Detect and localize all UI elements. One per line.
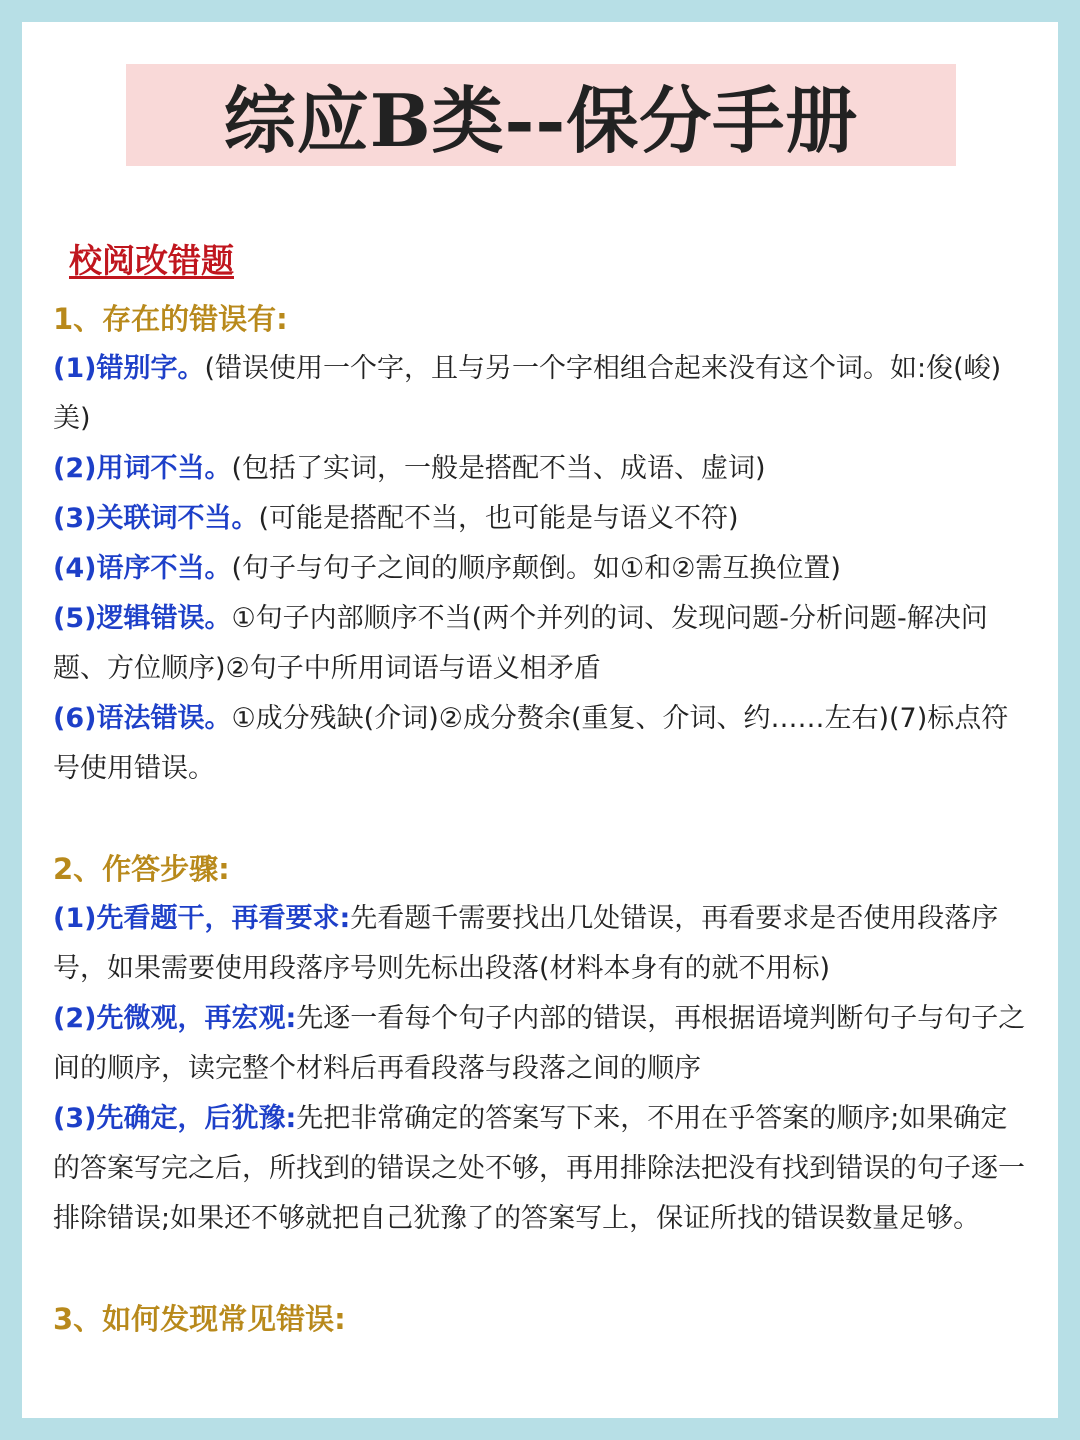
title-banner — [126, 64, 956, 166]
item-lead: (2)用词不当。 — [53, 453, 232, 484]
item-lead: (6)语法错误。 — [53, 703, 232, 734]
part2-item-2 — [53, 994, 1033, 1094]
content — [53, 236, 1033, 1344]
spacer — [53, 1244, 1033, 1294]
part1-item-1 — [53, 344, 1033, 444]
part1-item-5 — [53, 594, 1033, 694]
part1-item-3 — [53, 494, 1033, 544]
item-lead: (3)关联词不当。 — [53, 503, 259, 534]
item-lead: (1)错别字。 — [53, 353, 205, 384]
item-text: 先看题千需要找出几处错误，再看要求是否使用段落序号，如果需要使用段落序号则先标出段落(材料本身有的就不用标) — [53, 903, 999, 984]
item-lead: (4)语序不当。 — [53, 553, 232, 584]
item-text: 先逐一看每个句子内部的错误，再根据语境判断句子与句子之间的顺序，读完整个材料后再看段落与段落之间的顺序 — [53, 1003, 1026, 1084]
part2-item-1 — [53, 894, 1033, 994]
part1-heading: 1、存在的错误有: — [53, 302, 288, 336]
item-text: ①成分残缺(介词)②成分赘余(重复、介词、约……左右)(7)标点符号使用错误。 — [53, 703, 1009, 784]
part2-item-3 — [53, 1094, 1033, 1244]
part1-item-6 — [53, 694, 1033, 794]
section-title: 校阅改错题 — [69, 241, 234, 280]
item-text: (包括了实词，一般是搭配不当、成语、虚词) — [231, 453, 766, 484]
spacer — [53, 794, 1033, 844]
page-title: 综应B类--保分手册 — [223, 78, 859, 163]
item-text: 先把非常确定的答案写下来，不用在乎答案的顺序;如果确定的答案写完之后，所找到的错误之处不够，再用排除法把没有找到错误的句子逐一排除错误;如果还不够就把自己犹豫了的答案写上，保证所找的错误数量足够。 — [53, 1103, 1025, 1234]
item-text: ①句子内部顺序不当(两个并列的词、发现问题-分析问题-解决问题、方位顺序)②句子中所用词语与语义相矛盾 — [53, 603, 988, 684]
part1-item-2 — [53, 444, 1033, 494]
part3-heading: 3、如何发现常见错误: — [53, 1302, 346, 1336]
item-text: (错误使用一个字，且与另一个字相组合起来没有这个词。如:俊(峻)美) — [53, 353, 1002, 434]
part1-item-4 — [53, 544, 1033, 594]
item-text: (可能是搭配不当，也可能是与语义不符) — [258, 503, 739, 534]
item-lead: (2)先微观，再宏观: — [53, 1003, 297, 1034]
page-card — [22, 22, 1058, 1418]
part2-heading: 2、作答步骤: — [53, 852, 230, 886]
item-text: (句子与句子之间的顺序颠倒。如①和②需互换位置) — [231, 553, 841, 584]
item-lead: (5)逻辑错误。 — [53, 603, 232, 634]
item-lead: (3)先确定，后犹豫: — [53, 1103, 297, 1134]
item-lead: (1)先看题干，再看要求: — [53, 903, 351, 934]
